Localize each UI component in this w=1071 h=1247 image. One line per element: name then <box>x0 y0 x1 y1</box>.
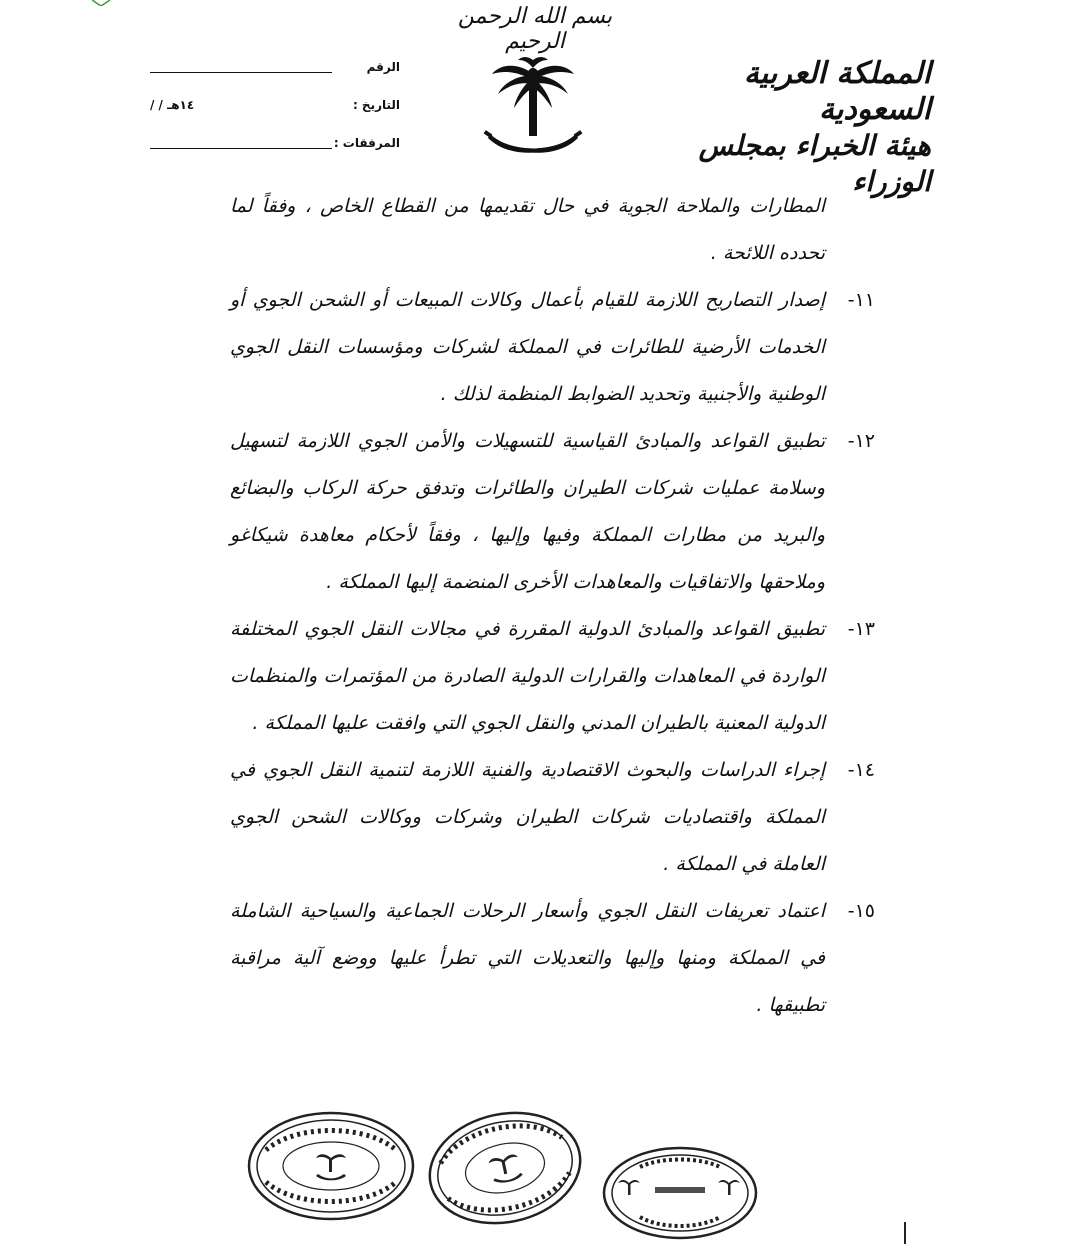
list-item <box>230 418 875 606</box>
date-label: التاريخ : <box>352 98 400 112</box>
basmala: بسم الله الرحمن الرحيم <box>457 4 613 54</box>
item-text: تطبيق القواعد والمبادئ القياسية للتسهيلات والأمن الجوي اللازمة لتسهيل وسلامة عمليات شركات الطيران والطائرات وتدفق حركة الركاب والبضائع والبريد من مطارات المملكة وفيها وإليها ، وفقاً لأحكام معاهدة شيكاغو وملاحقها والاتفاقيات والمعاهدات الأخرى المنضمة إليها المملكة . <box>230 430 825 593</box>
item-number: ١٥- <box>847 900 875 922</box>
item-text: تطبيق القواعد والمبادئ الدولية المقررة في مجالات النقل الجوي المختلفة الواردة في المعاهدات والقرارات الدولية الصادرة من المؤتمرات والمنظمات الدولية المعنية بالطيران المدني والنقل الجوي التي وافقت عليها المملكة . <box>230 618 825 734</box>
item-number: ١٢- <box>847 430 875 452</box>
attachments-label: المرفقات : <box>333 136 400 150</box>
margin-mark <box>904 1222 906 1244</box>
item-number: ١١- <box>847 289 875 311</box>
list-item <box>230 277 875 418</box>
date-row <box>140 98 400 136</box>
date-value: / / ١٤هـ <box>150 98 195 112</box>
item-text: إصدار التصاريح اللازمة للقيام بأعمال وكالات المبيعات أو الشحن الجوي أو الخدمات الأرضية للطائرات في المملكة لشركات ومؤسسات النقل الجوي الوطنية والأجنبية وتحديد الضوابط المنظمة لذلك . <box>230 289 825 405</box>
list-item <box>230 747 875 888</box>
attachments-line <box>150 148 332 149</box>
org-country: المملكة العربية السعودية <box>743 56 931 127</box>
ref-label: الرقم <box>366 60 400 74</box>
item-text: اعتماد تعريفات النقل الجوي وأسعار الرحلات الجماعية والسياحية الشاملة في المملكة ومنها وإليها والتعديلات التي تطرأ عليها ووضع آلية مراقبة تطبيقها . <box>230 900 825 1016</box>
attachments-row <box>140 136 400 174</box>
item-number: ١٣- <box>847 618 875 640</box>
ref-line <box>150 72 332 73</box>
document-meta <box>140 60 400 174</box>
official-stamp-secretariat <box>425 1108 585 1228</box>
corner-mark <box>92 0 110 6</box>
item-text: إجراء الدراسات والبحوث الاقتصادية والفنية اللازمة لتنمية النقل الجوي في المملكة واقتصاديات شركات الطيران وشركات ووكالات الشحن الجوي العاملة في المملكة . <box>230 759 825 875</box>
saudi-emblem-icon <box>478 54 588 174</box>
ref-row <box>140 60 400 98</box>
official-stamp-true-copy <box>600 1145 760 1241</box>
item-number: ١٤- <box>847 759 875 781</box>
organization-header <box>641 56 931 200</box>
document-body <box>230 183 875 1029</box>
official-stamp-experts <box>246 1110 416 1222</box>
intro-paragraph: المطارات والملاحة الجوية في حال تقديمها من القطاع الخاص ، وفقاً لما تحدده اللائحة . <box>230 195 825 264</box>
list-item <box>230 606 875 747</box>
org-authority: هيئة الخبراء بمجلس الوزراء <box>698 129 931 198</box>
list-item <box>230 888 875 1029</box>
